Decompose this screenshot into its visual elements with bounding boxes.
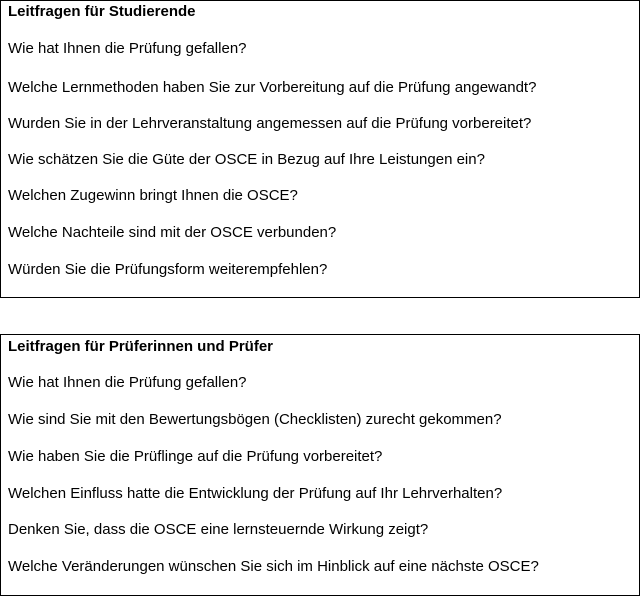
examiners-question-2: Wie sind Sie mit den Bewertungsbögen (Checklisten) zurecht gekommen? [8,411,502,428]
students-question-1: Wie hat Ihnen die Prüfung gefallen? [8,40,247,57]
examiners-question-1: Wie hat Ihnen die Prüfung gefallen? [8,374,247,391]
students-question-7: Würden Sie die Prüfungsform weiterempfehlen? [8,261,328,278]
students-question-3: Wurden Sie in der Lehrveranstaltung angemessen auf die Prüfung vorbereitet? [8,115,532,132]
students-question-2: Welche Lernmethoden haben Sie zur Vorbereitung auf die Prüfung angewandt? [8,79,537,96]
examiners-question-6: Welche Veränderungen wünschen Sie sich im Hinblick auf eine nächste OSCE? [8,558,539,575]
students-question-6: Welche Nachteile sind mit der OSCE verbunden? [8,224,337,241]
examiners-question-5: Denken Sie, dass die OSCE eine lernsteuernde Wirkung zeigt? [8,521,429,538]
examiners-guiding-questions-box [0,334,640,596]
examiners-question-4: Welchen Einfluss hatte die Entwicklung der Prüfung auf Ihr Lehrverhalten? [8,485,503,502]
students-question-5: Welchen Zugewinn bringt Ihnen die OSCE? [8,187,298,204]
examiners-box-title: Leitfragen für Prüferinnen und Prüfer [8,338,274,355]
students-box-title: Leitfragen für Studierende [8,3,196,20]
students-question-4: Wie schätzen Sie die Güte der OSCE in Bezug auf Ihre Leistungen ein? [8,151,485,168]
examiners-question-3: Wie haben Sie die Prüflinge auf die Prüfung vorbereitet? [8,448,383,465]
